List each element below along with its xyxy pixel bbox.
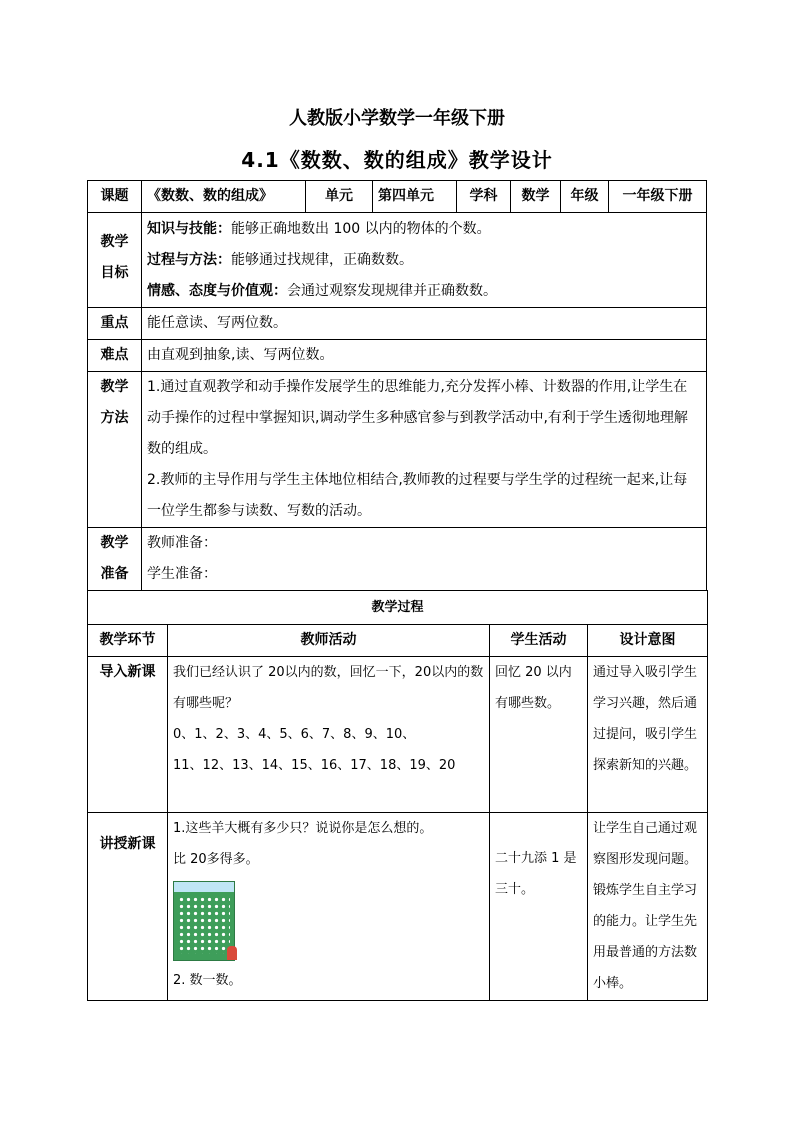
grade-value: 一年级下册: [609, 181, 707, 213]
prep-content: [142, 528, 707, 591]
difficulty-label: 难点: [88, 340, 142, 372]
teacher-activity-new: 1.这些羊大概有多少只？说说你是怎么想的。 比 20多得多。 2. 数一数。: [168, 813, 490, 1001]
method-label: 教学 方法: [88, 372, 142, 528]
prep-row: [88, 528, 707, 591]
key-point-text: 能任意读、写两位数。: [142, 308, 707, 340]
process-title: 教学过程: [88, 591, 708, 625]
subject-label: 学科: [457, 181, 511, 213]
key-point-row: [88, 308, 707, 340]
objective-knowledge: 知识与技能：能够正确地数出 100 以内的物体的个数。: [147, 221, 491, 237]
method-paragraph-2: 2.教师的主导作用与学生主体地位相结合,教师教的过程要与学生学的过程统一起来,让每一位学生都参与读数、写数的活动。: [147, 472, 688, 519]
objectives-row: [88, 213, 707, 308]
process-row-new: [88, 813, 708, 1001]
document-subtitle: 4.1《数数、数的组成》教学设计: [241, 148, 553, 172]
objective-process: 过程与方法：能够通过找规律，正确数数。: [147, 252, 413, 268]
objective-attitude: 情感、态度与价值观：会通过观察发现规律并正确数数。: [147, 283, 497, 299]
student-activity-new: 二十九添 1 是三十。: [490, 813, 588, 1001]
process-row-intro: [88, 657, 708, 813]
objectives-label: 教学 目标: [88, 213, 142, 308]
lesson-info-table: [87, 180, 707, 591]
header-stage: 教学环节: [88, 625, 168, 657]
process-header-row: [88, 625, 708, 657]
student-prep: 学生准备：: [147, 566, 217, 582]
method-content: [142, 372, 707, 528]
topic-label: 课题: [88, 181, 142, 213]
design-intent-intro: 通过导入吸引学生学习兴趣，然后通过提问，吸引学生探索新知的兴趣。: [588, 657, 708, 813]
stage-new: 讲授新课: [88, 813, 168, 1001]
info-row: [88, 181, 707, 213]
unit-label: 单元: [306, 181, 373, 213]
header-student: 学生活动: [490, 625, 588, 657]
key-point-label: 重点: [88, 308, 142, 340]
document-title: 人教版小学数学一年级下册: [289, 108, 505, 129]
difficulty-row: [88, 340, 707, 372]
stage-intro: 导入新课: [88, 657, 168, 813]
process-table: [87, 590, 708, 1001]
process-title-row: [88, 591, 708, 625]
prep-label: 教学 准备: [88, 528, 142, 591]
student-activity-intro: 回忆 20 以内有哪些数。: [490, 657, 588, 813]
method-paragraph-1: 1.通过直观教学和动手操作发展学生的思维能力,充分发挥小棒、计数器的作用,让学生在动手操作的过程中掌握知识,调动学生多种感官参与到教学活动中,有利于学生透彻地理解数的组成。: [147, 379, 688, 457]
design-intent-new: 让学生自己通过观察图形发现问题。锻炼学生自主学习的能力。让学生先用最普通的方法数小棒。: [588, 813, 708, 1001]
subject-value: 数学: [511, 181, 561, 213]
header-teacher: 教师活动: [168, 625, 490, 657]
teacher-prep: 教师准备：: [147, 535, 217, 551]
method-row: [88, 372, 707, 528]
topic-value: 《数数、数的组成》: [142, 181, 306, 213]
teacher-activity-intro: 我们已经认识了 20以内的数，回忆一下，20以内的数有哪些呢？ 0、1、2、3、4、5、6、7、8、9、10、 11、12、13、14、15、16、17、18、19、20: [168, 657, 490, 813]
sheep-picture: [173, 881, 235, 961]
difficulty-text: 由直观到抽象,读、写两位数。: [142, 340, 707, 372]
objectives-content: [142, 213, 707, 308]
unit-value: 第四单元: [373, 181, 457, 213]
header-intent: 设计意图: [588, 625, 708, 657]
grade-label: 年级: [561, 181, 609, 213]
